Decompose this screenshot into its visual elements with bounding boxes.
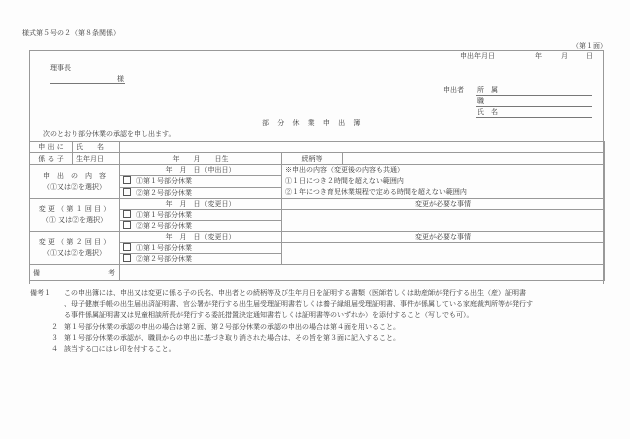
note-1-line-1: この申出簿には、申出又は変更に係る子の氏名、申出者との続柄等及び生年月日を証明する書類（医師若しくは助産師が発行する出生（産）証明書 [64,289,526,297]
intro-text: 次のとおり部分休業の承認を申し出ます。 [43,130,176,138]
applicant-dept-label: 所 属 [477,86,498,94]
request-label: 申 出 の 内 容 [43,171,106,180]
change2-sublabel: （①又は②を選択） [43,249,106,257]
date-day: 日 [586,52,593,60]
relation-label: 続柄等 [282,153,343,165]
request-option-1[interactable] [120,176,282,187]
child-name-field[interactable] [120,142,605,153]
request-date[interactable]: 年 月 日（申出日） [120,165,282,176]
date-year: 年 [535,52,542,60]
note-3-number: ３ [51,333,58,342]
checkbox[interactable] [123,221,131,229]
change1-option-1[interactable] [120,210,282,221]
request-label-cell [30,165,120,199]
applicant-label: 申出者 [443,86,464,94]
checkbox[interactable] [123,243,131,251]
addressee-title: 理事長 [50,64,71,72]
remarks-label-left: 備 [33,268,40,277]
change2-option-1[interactable] [120,243,282,254]
request-option-2[interactable] [120,187,282,198]
form-number: 様式第５号の２（第８条関係） [22,29,120,37]
application-table [29,141,605,281]
remarks-label-right: 考 [108,268,115,277]
change2-date[interactable]: 年 月 日（変更日） [120,232,282,243]
applicant-position-label: 職 [477,97,484,105]
change1-option-1-label: ①第１号部分休業 [136,211,192,219]
notes-section [30,288,533,355]
relation-field[interactable] [343,153,605,165]
applicant-name-field[interactable] [476,117,592,118]
change2-option-2-label: ②第２号部分休業 [136,255,192,263]
change1-label: 変 更 （ 第 １ 回 目 ） [38,205,111,213]
note-3-text: 第１号部分休業の承認が、職員からの申出に基づき取り消された場合は、その旨を第３面に記入すること。 [64,333,400,342]
request-note-1: ①１日につき２時間を超えない範囲内 [285,177,404,185]
request-sublabel: （①又は②を選択） [43,182,106,191]
change1-date[interactable]: 年 月 日（変更日） [120,199,282,210]
applicant-name-label: 氏 名 [477,108,498,116]
remarks-field[interactable] [120,265,605,281]
child-label-top: 申 出 に [30,142,73,153]
request-note-title: ※申出の内容（変更後の内容も共通） [285,166,404,174]
checkbox[interactable] [123,254,131,262]
note-4-number: ４ [51,345,58,354]
addressee-honorific: 様 [117,75,124,83]
change2-label: 変 更 （ 第 ２ 回 目 ） [38,238,111,246]
checkbox[interactable] [123,210,131,218]
note-4-text: 該当する□にはレ印を付すること。 [64,345,176,354]
request-note-cell [282,165,605,199]
change1-reason-label: 変更が必要な事情 [282,199,605,210]
change2-option-2[interactable] [120,254,282,265]
change1-option-2[interactable] [120,221,282,232]
note-1-line-2: 、母子健康手帳の出生届出済証明書、官公署が発行する出生届受理証明書若しくは養子縁組届受理証明書、事件が係属している家庭裁判所等が発行す [64,300,533,309]
change2-reason-field[interactable] [282,243,605,265]
child-dob-field[interactable]: 年 月 日生 [120,153,282,165]
change1-label-cell [30,199,120,232]
request-option-2-label: ②第２号部分休業 [136,188,192,197]
change1-reason-field[interactable] [282,210,605,232]
change2-option-1-label: ①第１号部分休業 [136,244,192,252]
change2-label-cell [30,232,120,265]
child-dob-label: 生年月日 [73,153,120,165]
child-label-bottom: 係 る 子 [30,153,73,165]
change1-sublabel: （① 又は②を選択） [41,216,108,224]
date-month: 月 [561,52,568,60]
checkbox[interactable] [123,176,131,184]
note-2-number: ２ [51,322,58,331]
notes-heading: 備考１ [30,289,51,297]
change1-option-2-label: ②第２号部分休業 [136,222,192,230]
note-1-line-3: る事件係属証明書又は児童相談所長が発行する委託措置決定通知書若しくは証明書等のいずれか）を添付すること（写しでも可）。 [64,311,474,320]
change2-reason-label: 変更が必要な事情 [282,232,605,243]
form-title: 部 分 休 業 申 出 簿 [262,119,364,127]
checkbox[interactable] [123,188,131,196]
date-label: 申出年月日 [460,52,495,60]
request-option-1-label: ①第１号部分休業 [136,177,192,186]
applicant-position-field[interactable] [476,106,592,107]
addressee-underline [50,83,125,84]
applicant-dept-field[interactable] [476,95,592,96]
note-2-text: 第１号部分休業の承認の申出の場合は第２面、第２号部分休業の承認の申出の場合は第４面を用いること。 [64,322,400,331]
remarks-label-cell [30,265,120,281]
page-label: （第１面） [572,42,607,50]
child-name-label: 氏 名 [73,142,120,153]
request-note-2: ②１年につき育児休業規程で定める時間を超えない範囲内 [285,188,467,196]
